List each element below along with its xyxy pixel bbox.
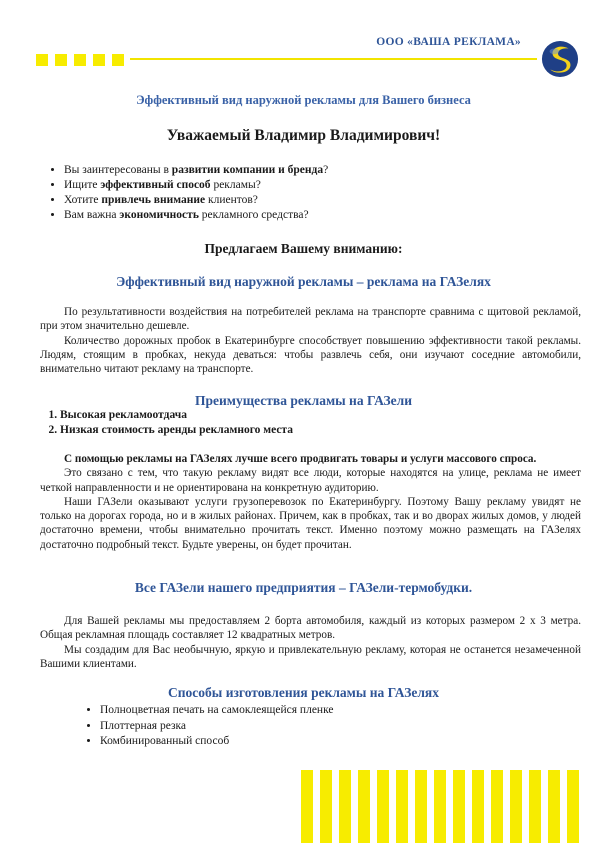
- methods-list: [84, 703, 334, 750]
- decor-stripe: [358, 770, 370, 843]
- company-name: ООО «ВАША РЕКЛАМА»: [376, 36, 521, 48]
- list-item: 2. Низкая стоимость аренды рекламного места: [60, 423, 293, 438]
- section-title-advantages: Преимущества рекламы на ГАЗели: [195, 393, 412, 408]
- section-body-advantages: [40, 452, 581, 552]
- section-body-thermo: [40, 614, 581, 671]
- decor-square: [36, 54, 48, 66]
- list-item: • Хотите привлечь внимание клиентов?: [64, 193, 328, 208]
- decor-stripe: [320, 770, 332, 843]
- decor-stripe: [548, 770, 560, 843]
- footer-decor-stripes: [301, 770, 579, 843]
- decor-stripe: [510, 770, 522, 843]
- decor-square: [74, 54, 86, 66]
- decor-stripe: [339, 770, 351, 843]
- section-title-methods: Способы изготовления рекламы на ГАЗелях: [168, 685, 439, 700]
- decor-stripe: [472, 770, 484, 843]
- list-item: • Ищите эффективный способ рекламы?: [64, 178, 328, 193]
- decor-stripe: [301, 770, 313, 843]
- list-item: • Полноцветная печать на самоклеящейся пленке: [100, 703, 334, 719]
- advantages-list: [44, 408, 293, 438]
- decor-square: [55, 54, 67, 66]
- header-rule: [130, 58, 537, 60]
- offer-title: Предлагаем Вашему вниманию:: [204, 241, 403, 256]
- paragraph-bold: С помощью рекламы на ГАЗелях лучше всего продвигать товары и услуги массового спроса.: [64, 453, 537, 465]
- list-item: 1. Высокая рекламоотдача: [60, 408, 293, 423]
- decor-square: [93, 54, 105, 66]
- paragraph: Количество дорожных пробок в Екатеринбурге способствует повышению эффективности такой рекламы. Людям, стоящим в пробках, некуда деваться: чтобы развлечь себя, они изучают соседние автомобили, внимательно читают рекламу на транспорте.: [40, 334, 581, 376]
- list-item: • Комбинированный способ: [100, 734, 334, 750]
- question-list: [44, 163, 328, 223]
- decor-square: [112, 54, 124, 66]
- list-item: • Вы заинтересованы в развитии компании и бренда?: [64, 163, 328, 178]
- decor-stripe: [529, 770, 541, 843]
- page-headline: Эффективный вид наружной рекламы для Вашего бизнеса: [136, 93, 471, 107]
- greeting: Уважаемый Владимир Владимирович!: [166, 127, 441, 144]
- decor-stripe: [453, 770, 465, 843]
- list-item: • Вам важна экономичность рекламного средства?: [64, 208, 328, 223]
- header-decor-squares: [36, 54, 124, 66]
- list-item: • Плоттерная резка: [100, 719, 334, 735]
- decor-stripe: [377, 770, 389, 843]
- paragraph: Наши ГАЗели оказывают услуги грузоперевозок по Екатеринбургу. Поэтому Вашу рекламу увидят не только на дорогах города, но и в жилых районах. Причем, как в пробках, так и во дворах жилых домов, у людей достаточно времени, чтобы внимательно прочитать текст. Именно поэтому можно размещать на ГАЗелях достаточно подробный текст. Будьте уверены, он будет прочитан.: [40, 495, 581, 551]
- section-body-effective: [40, 305, 581, 376]
- paragraph: Мы создадим для Вас необычную, яркую и привлекательную рекламу, которая не останется незамеченной Вашими клиентами.: [40, 643, 581, 670]
- company-logo-s-icon: [541, 40, 579, 78]
- section-title-thermo: Все ГАЗели нашего предприятия – ГАЗели-термобудки.: [134, 580, 473, 595]
- decor-stripe: [415, 770, 427, 843]
- decor-stripe: [491, 770, 503, 843]
- paragraph: Для Вашей рекламы мы предоставляем 2 борта автомобиля, каждый из которых размером 2 х 3 метра. Общая рекламная площадь составляет 12 квадратных метров.: [40, 615, 581, 642]
- decor-stripe: [396, 770, 408, 843]
- section-title-effective: Эффективный вид наружной рекламы – реклама на ГАЗелях: [116, 274, 491, 289]
- paragraph: Это связано с тем, что такую рекламу видят все люди, которые находятся на улице, реклама не имеет четкой направленности и не ориентирована на конкретную аудиторию.: [40, 467, 581, 494]
- decor-stripe: [434, 770, 446, 843]
- decor-stripe: [567, 770, 579, 843]
- paragraph: По результативности воздействия на потребителей реклама на транспорте сравнима с щитовой рекламой, при этом значительно дешевле.: [40, 306, 581, 333]
